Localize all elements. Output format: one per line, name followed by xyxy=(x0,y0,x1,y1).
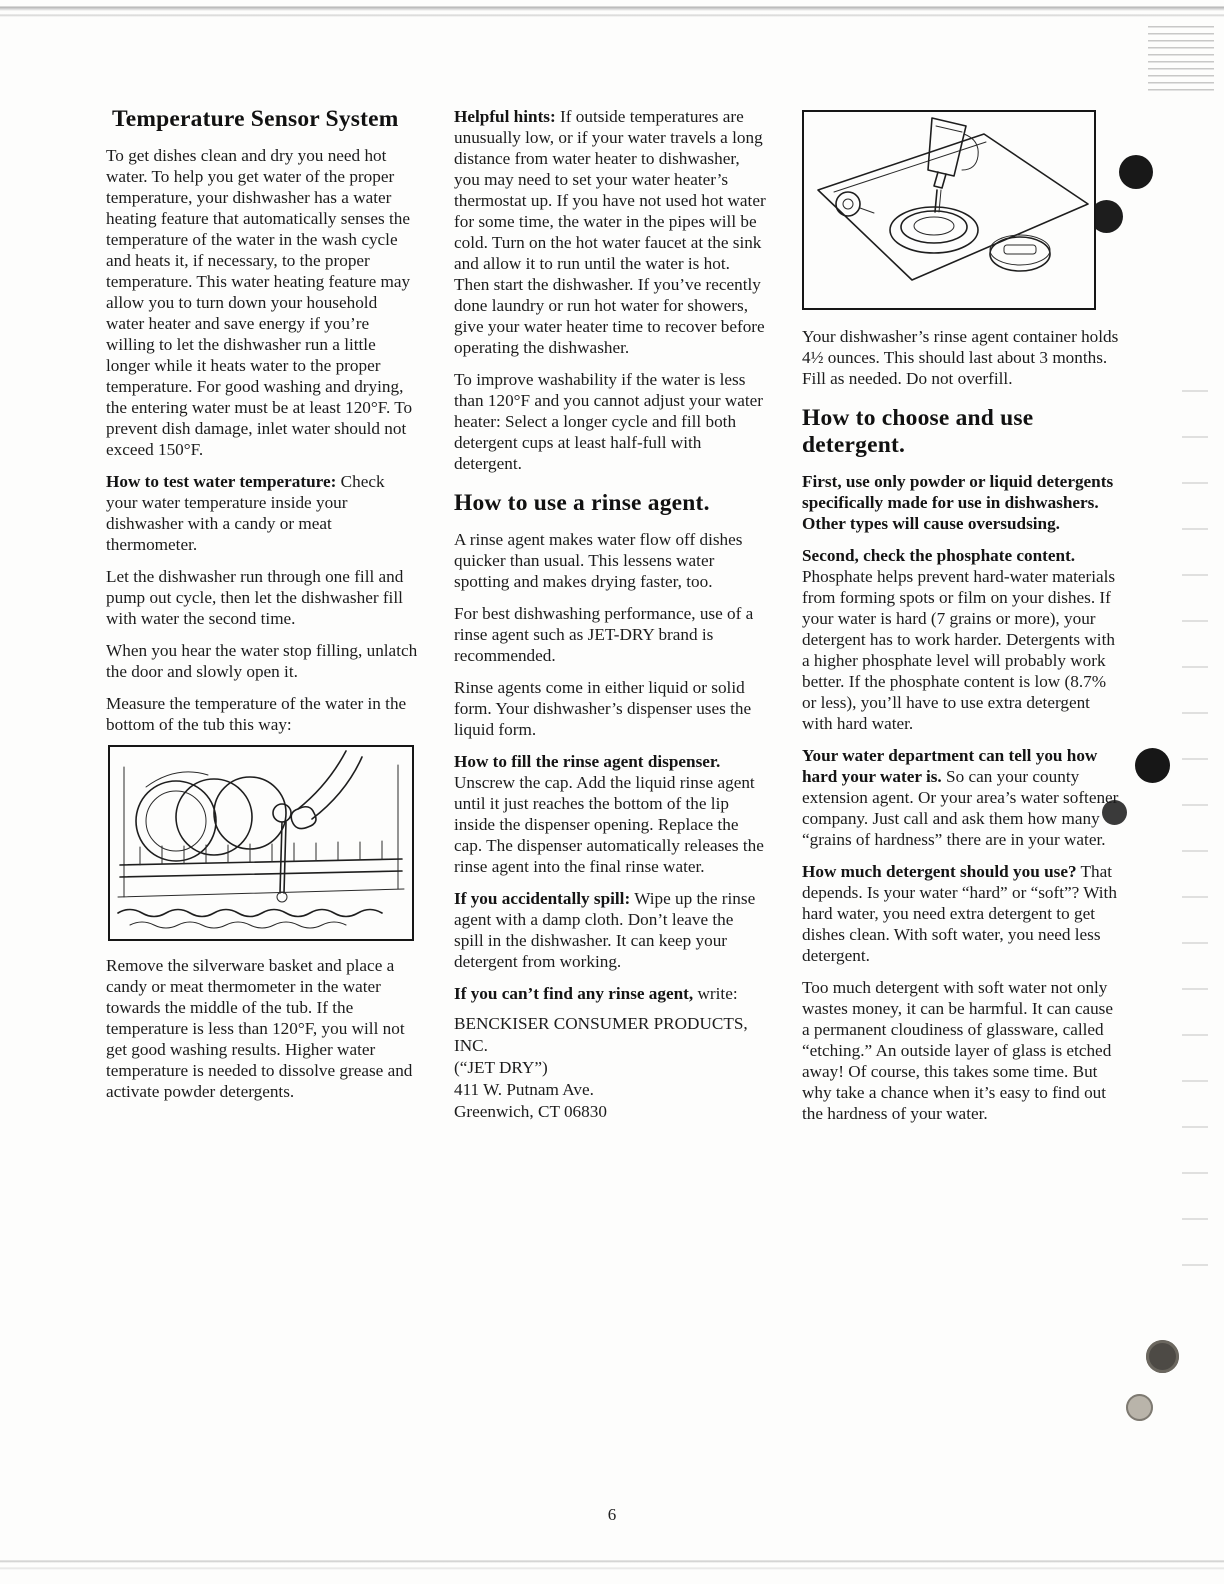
bold-lead-cant-find: If you can’t find any rinse agent, xyxy=(454,984,694,1003)
rinse-agent-pour-illustration xyxy=(804,112,1094,308)
bold-lead-accidental-spill: If you accidentally spill: xyxy=(454,889,631,908)
address-line-city: Greenwich, CT 06830 xyxy=(454,1102,607,1121)
paragraph-fill-dispenser: How to fill the rinse agent dispenser. Unscrew the cap. Add the liquid rinse agent until it just reaches the bottom of the lip inside the dispenser opening. Replace the cap. The dispenser automatically releases the rinse agent into the final rinse water. xyxy=(454,752,764,876)
paragraph-too-much-detergent: Too much detergent with soft water not only wastes money, it can be harmful. It can cause a permanent cloudiness of glassware, called “etching.” An outside layer of glass is etched away! Of course, this takes some time. But why take a chance when it’s easy to find out the hardness of your water. xyxy=(802,978,1114,1123)
paragraph-jet-dry: For best dishwashing performance, use of a rinse agent such as JET-DRY brand is recommended. xyxy=(454,604,754,665)
paragraph-improve-washability: To improve washability if the water is less than 120°F and you cannot adjust your water heater: Select a longer cycle and fill both detergent cups at least half-full with detergent. xyxy=(454,370,764,473)
figure-rinse-agent-dispenser xyxy=(802,110,1096,310)
caption-thermometer-figure: Remove the silverware basket and place a candy or meat thermometer in the water towards the middle of the tub. If the temperature is less than 120°F, you will not get good washing results. Higher water temperature is needed to dissolve grease and activate powder detergents. xyxy=(106,956,413,1101)
caption-rinse-agent-figure: Your dishwasher’s rinse agent container holds 4½ ounces. This should last about 3 months. Fill as needed. Do not overfill. xyxy=(802,327,1119,388)
bold-lead-fill-dispenser: How to fill the rinse agent dispenser. xyxy=(454,752,721,771)
scan-streak-top xyxy=(0,2,1224,22)
heading-how-to-choose-detergent: How to choose and use detergent. xyxy=(802,405,1034,458)
heading-how-to-use-rinse-agent: How to use a rinse agent. xyxy=(454,490,710,516)
address-line-brand: (“JET DRY”) xyxy=(454,1058,548,1077)
paragraph-first-detergent xyxy=(802,471,1120,534)
bold-first-detergent: First, use only powder or liquid detergents specifically made for use in dishwashers. Other types will cause oversudsing. xyxy=(802,472,1114,533)
paragraph-water-department: Your water department can tell you how hard your water is. So can your county extension agent. Or your area’s water softener company. Just call and ask them how many “grains of hardness” there are in your water. xyxy=(802,746,1119,849)
scan-hatch-top-right xyxy=(1148,26,1214,96)
column-2 xyxy=(454,106,766,1135)
bold-lead-water-department: Your water department can tell you how hard your water is. xyxy=(802,746,1098,786)
bold-lead-how-much: How much detergent should you use? xyxy=(802,862,1077,881)
bold-lead-helpful-hints: Helpful hints: xyxy=(454,107,556,126)
paragraph-test-water: How to test water temperature: Check your water temperature inside your dishwasher with a candy or meat thermometer. xyxy=(106,472,385,554)
dishwasher-thermometer-illustration xyxy=(110,747,412,939)
paragraph-accidental-spill: If you accidentally spill: Wipe up the rinse agent with a damp cloth. Don’t leave the spill in the dishwasher. It can keep your detergent from working. xyxy=(454,889,756,971)
three-column-layout xyxy=(106,106,1120,1135)
paragraph-liquid-form: Rinse agents come in either liquid or solid form. Your dishwasher’s dispenser uses the liquid form. xyxy=(454,678,752,739)
paragraph-helpful-hints: Helpful hints: If outside temperatures are unusually low, or if your water travels a long distance from water heater to dishwasher, you may need to set your water heater’s thermostat up. If you have not used hot water for some time, the water in the pipes will be cold. Turn on the hot water faucet at the sink and allow it to run until the water is hot. Then start the dishwasher. If you’ve recently done laundry or run hot water for showers, give your water heater time to recover before operating the dishwasher. xyxy=(454,107,766,357)
page-number: 6 xyxy=(607,1505,617,1524)
address-block xyxy=(454,1013,766,1123)
scan-edge-marks xyxy=(1182,390,1208,1270)
scan-artifact-spot xyxy=(1146,1340,1179,1373)
figure-thermometer-in-tub xyxy=(108,745,414,941)
scan-artifact-spot xyxy=(1135,748,1170,783)
paragraph-measure-temp: Measure the temperature of the water in the bottom of the tub this way: xyxy=(106,694,407,734)
scan-streak-bottom xyxy=(0,1556,1224,1574)
paragraph-rinse-agent-benefit: A rinse agent makes water flow off dishes quicker than usual. This lessens water spotting and makes drying faster, too. xyxy=(454,530,743,591)
paragraph-phosphate: Second, check the phosphate content. Phosphate helps prevent hard-water materials from forming spots or film on your dishes. If your water is hard (7 grains or more), your detergent has to work harder. Detergents with a higher phosphate level will probably work better. If the phosphate content is low (8.7% or less), you’ll have to use extra detergent with hard water. xyxy=(802,546,1116,733)
scan-artifact-spot xyxy=(1126,1394,1153,1421)
paragraph-intro: To get dishes clean and dry you need hot water. To help you get water of the proper temperature, your dishwasher has a water heating feature that automatically senses the temperature of the water in the wash cycle and heats it, if necessary, to the proper temperature. This water heating feature may allow you to turn down your household water heater and save energy if you’re willing to let the dishwasher run a little longer while it heats water to the proper temperature. For good washing and drying, the entering water must be at least 120°F. To prevent dish damage, inlet water should not exceed 150°F. xyxy=(106,146,413,459)
address-line-company: BENCKISER CONSUMER PRODUCTS, INC. xyxy=(454,1014,748,1055)
scan-artifact-spot xyxy=(1119,155,1153,189)
bold-lead-phosphate: Second, check the phosphate content. xyxy=(802,546,1076,565)
column-3 xyxy=(802,106,1120,1135)
heading-temperature-sensor-system: Temperature Sensor System xyxy=(112,106,399,132)
address-line-street: 411 W. Putnam Ave. xyxy=(454,1080,594,1099)
column-1 xyxy=(106,106,418,1135)
paragraph-run-cycle: Let the dishwasher run through one fill and pump out cycle, then let the dishwasher fill with water the second time. xyxy=(106,567,404,628)
paragraph-cant-find-rinse-agent: If you can’t find any rinse agent, write: xyxy=(454,984,738,1003)
paragraph-unlatch-door: When you hear the water stop filling, unlatch the door and slowly open it. xyxy=(106,641,418,681)
bold-lead-test-water: How to test water temperature: xyxy=(106,472,337,491)
paragraph-how-much-detergent: How much detergent should you use? That depends. Is your water “hard” or “soft”? With hard water, you need extra detergent to get dishes clean. With soft water, you need less detergent. xyxy=(802,862,1117,965)
